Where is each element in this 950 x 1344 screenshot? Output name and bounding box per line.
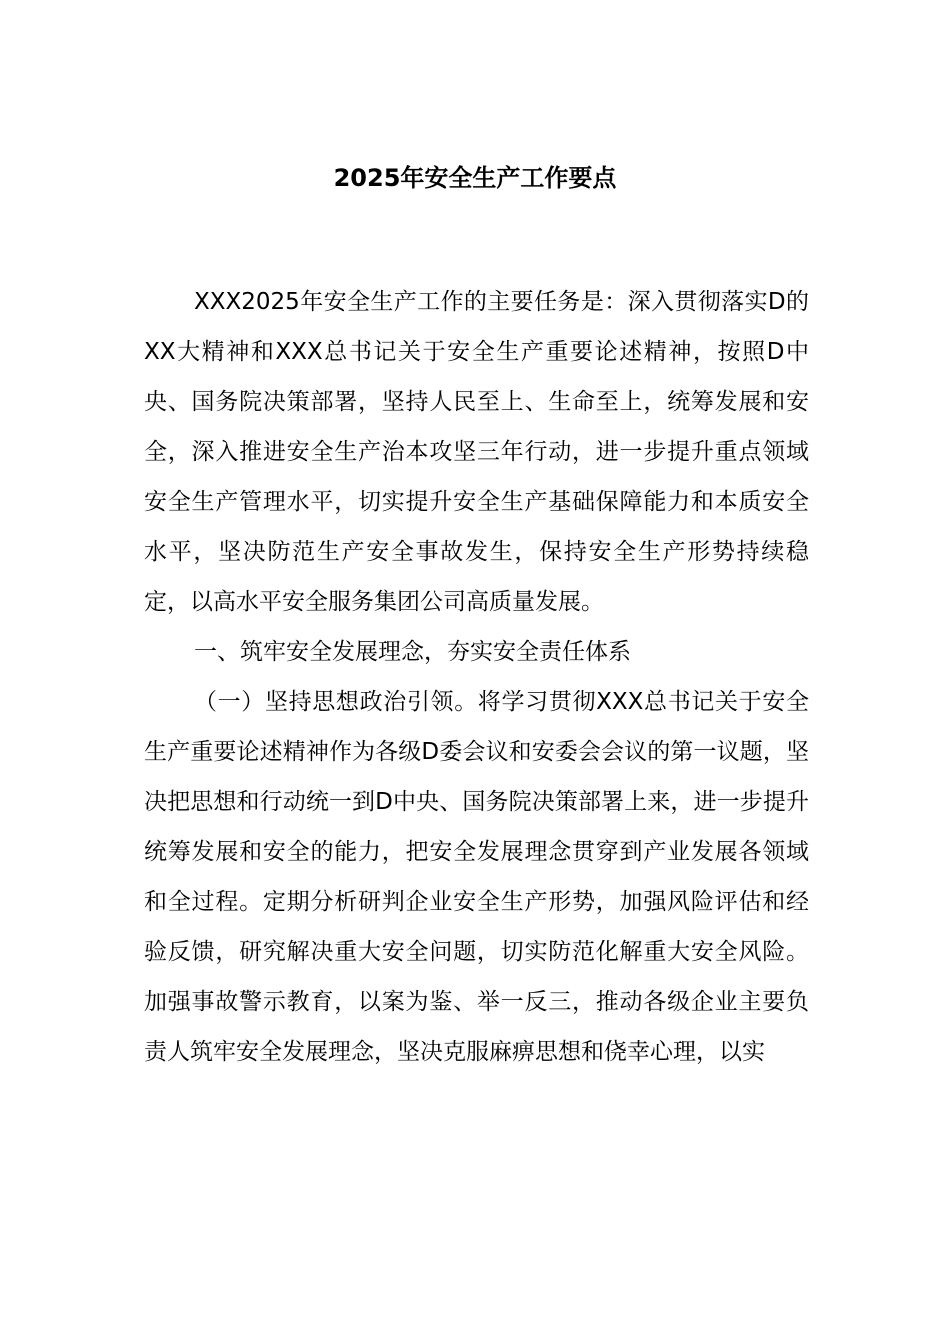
section-heading-1: 一、筑牢安全发展理念，夯实安全责任体系	[194, 639, 631, 665]
section-1-item-1-paragraph: （一）坚持思想政治引领。将学习贯彻XXX总书记关于安全生产重要论述精神作为各级D委会议和安委会会议的第一议题，坚决把思想和行动统一到D中央、国务院决策部署上来，进一步提升统筹发展和安全的能力，把安全发展理念贯穿到产业发展各领域和全过程。定期分析研判企业安全生产形势，加强风险评估和经验反馈，研究解决重大安全问题，切实防范化解重大安全风险。加强事故警示教育，以案为鉴、举一反三，推动各级企业主要负责人筑牢安全发展理念，坚决克服麻痹思想和侥幸心理，以实	[144, 689, 809, 1065]
document-title: 2025年安全生产工作要点	[333, 164, 617, 192]
intro-paragraph: XXX2025年安全生产工作的主要任务是：深入贯彻落实D的XX大精神和XXX总书记关于安全生产重要论述精神，按照D中央、国务院决策部署，坚持人民至上、生命至上，统筹发展和安全，深入推进安全生产治本攻坚三年行动，进一步提升重点领域安全生产管理水平，切实提升安全生产基础保障能力和本质安全水平，坚决防范生产安全事故发生，保持安全生产形势持续稳定，以高水平安全服务集团公司高质量发展。	[144, 289, 809, 615]
document-body	[144, 277, 809, 1077]
